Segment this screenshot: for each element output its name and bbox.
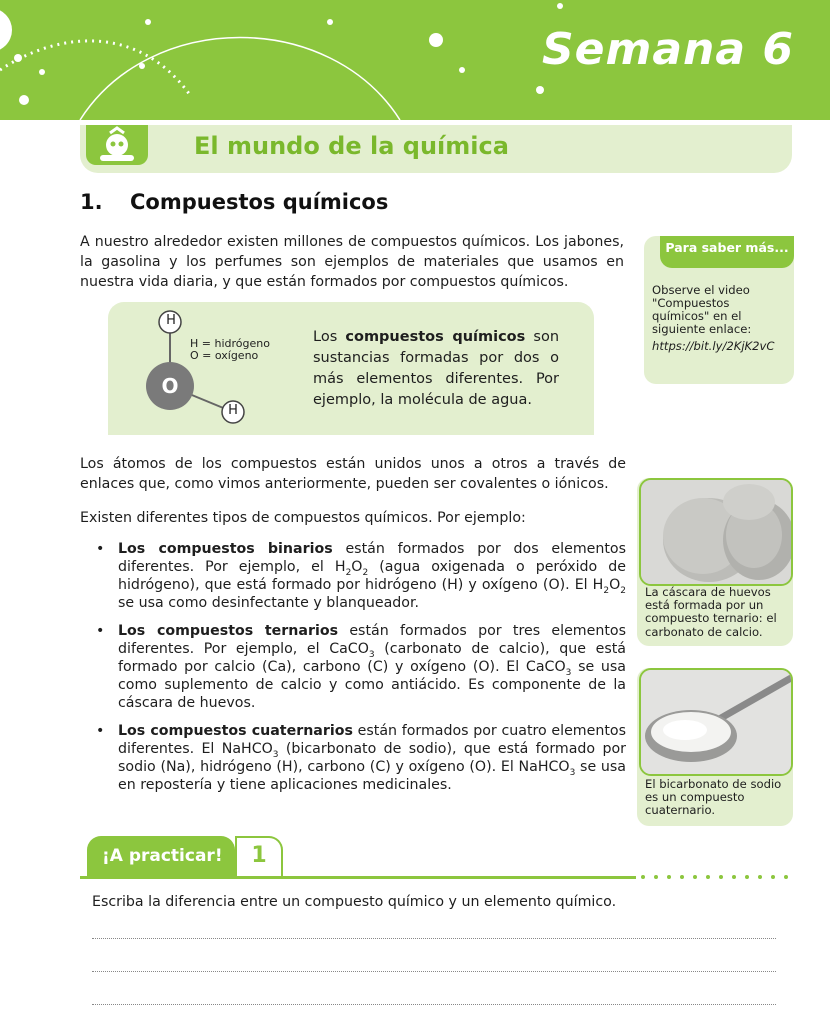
ternary-term: Los compuestos ternarios: [118, 623, 339, 639]
quaternary-text: se usa en repostería y tiene aplicaciones medicinales.: [118, 759, 626, 793]
subscript: 3: [272, 749, 279, 760]
legend-hydrogen: H = hidrógeno: [190, 337, 270, 350]
learn-more-body: [652, 284, 788, 353]
learn-more-text: Observe el video "Compuestos químicos" en el siguiente enlace:: [652, 283, 752, 336]
quaternary-term: Los compuestos cuaternarios: [118, 723, 353, 739]
water-molecule-diagram: [108, 302, 308, 435]
list-item-quaternary: [84, 722, 626, 794]
definition-post: son sustancias formadas por dos o más elementos diferentes. Por ejemplo, la molécula de agua.: [313, 329, 560, 408]
answer-line-3[interactable]: [92, 1004, 776, 1005]
list-item-binary: [84, 540, 626, 612]
practice-divider: [80, 876, 636, 879]
answer-line-1[interactable]: [92, 938, 776, 939]
subscript: 3: [565, 667, 572, 678]
binary-text: (agua oxigenada o peróxido de hidrógeno), que está formado por hidrógeno (H) y oxígeno (O). El H: [118, 559, 627, 593]
subscript: 3: [569, 767, 576, 778]
definition-text: [313, 327, 559, 411]
binary-text: O: [609, 577, 621, 593]
definition-pre: Los: [313, 329, 346, 345]
subscript: 2: [620, 585, 626, 596]
practice-question: Escriba la diferencia entre un compuesto químico y un elemento químico.: [92, 894, 617, 910]
page-header: [0, 0, 830, 120]
section-title: El mundo de la química: [194, 132, 509, 160]
heading-title: Compuestos químicos: [130, 190, 389, 214]
hydrogen-label-1: H: [166, 313, 176, 328]
binary-text: están formados por dos elementos diferentes. Por ejemplo, el H: [118, 541, 626, 575]
oxygen-label: O: [161, 374, 179, 398]
practice-number: 1: [251, 843, 267, 868]
binary-text: se usa como desinfectante y blanqueador.: [118, 595, 420, 611]
eggs-caption: La cáscara de huevos está formada por un compuesto ternario: el carbonato de calcio.: [645, 585, 777, 639]
ternary-text: están formados por tres elementos diferentes. Por ejemplo, el CaCO: [118, 623, 626, 657]
types-intro-paragraph: Existen diferentes tipos de compuestos químicos. Por ejemplo:: [80, 510, 526, 526]
subscript: 2: [603, 585, 610, 596]
scientist-icon: [86, 125, 148, 165]
page-heading: [80, 190, 388, 214]
subscript: 2: [362, 567, 369, 578]
week-title: Semana 6: [541, 24, 794, 75]
list-item-ternary: [84, 622, 626, 712]
compound-types-list: [84, 540, 626, 804]
learn-more-title: Para saber más...: [665, 240, 789, 255]
definition-term: compuestos químicos: [345, 329, 526, 345]
eggs-photo: [639, 478, 793, 586]
practice-dots: [640, 874, 796, 880]
video-link[interactable]: https://bit.ly/2KjK2vC: [652, 339, 775, 353]
binary-term: Los compuestos binarios: [118, 541, 333, 557]
quaternary-text: (bicarbonato de sodio), que está formado por sodio (Na), hidrógeno (H), carbono (C) y oxígeno (O). El NaHCO: [118, 741, 626, 775]
subscript: 2: [345, 567, 352, 578]
intro-paragraph: A nuestro alrededor existen millones de compuestos químicos. Los jabones, la gasolina y los perfumes son ejemplos de materiales que usamos en nuestra vida diaria, y que están formados por compuestos químicos.: [80, 234, 624, 290]
subscript: 3: [368, 649, 375, 660]
quaternary-text: están formados por cuatro elementos diferentes. El NaHCO: [118, 723, 626, 757]
baking-soda-photo: [639, 668, 793, 776]
heading-number: 1.: [80, 190, 103, 214]
ternary-text: se usa como suplemento de calcio y como antiácido. Es componente de la cáscara de huevos.: [118, 659, 626, 711]
answer-line-2[interactable]: [92, 971, 776, 972]
spoon-caption: El bicarbonato de sodio es un compuesto cuaternario.: [645, 777, 782, 818]
bonds-paragraph: Los átomos de los compuestos están unidos unos a otros a través de enlaces que, como vimos anteriormente, pueden ser covalentes o iónicos.: [80, 456, 626, 492]
ternary-text: (carbonato de calcio), que está formado por calcio (Ca), carbono (C) y oxígeno (O). El CaCO: [118, 641, 626, 675]
molecule-legend: [190, 338, 270, 362]
binary-text: O: [351, 559, 363, 575]
hydrogen-label-2: H: [228, 403, 238, 418]
practice-label: ¡A practicar!: [102, 846, 223, 866]
legend-oxygen: O = oxígeno: [190, 349, 259, 362]
